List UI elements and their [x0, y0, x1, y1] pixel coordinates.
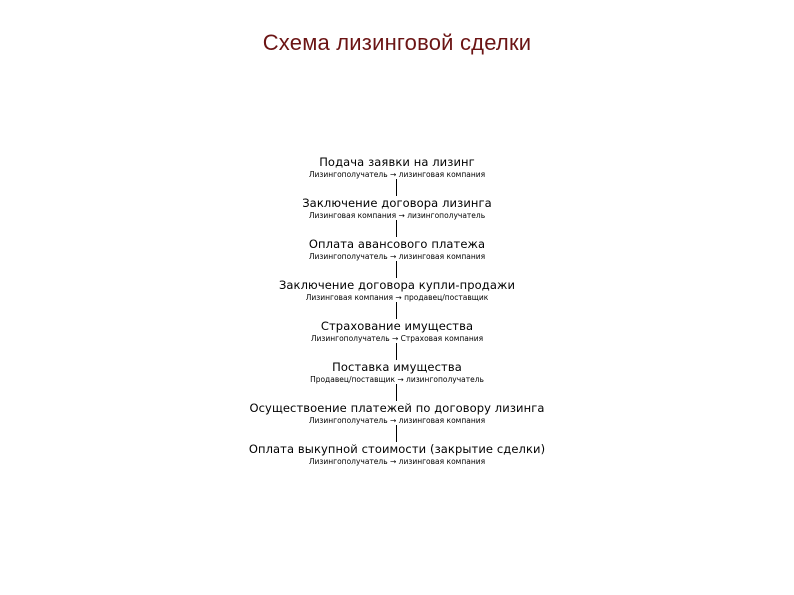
- step-buyout: [249, 442, 545, 466]
- step-parties: Лизинговая компания → продавец/поставщик: [305, 293, 489, 302]
- step-parties: Лизингополучатель → лизинговая компания: [308, 170, 486, 179]
- step-title: Заключение договора лизинга: [302, 196, 492, 210]
- step-title: Поставка имущества: [332, 360, 462, 374]
- step-title: Подача заявки на лизинг: [319, 155, 475, 169]
- step-parties: Лизингополучатель → лизинговая компания: [308, 252, 486, 261]
- connector-line: [396, 179, 397, 196]
- connector-line: [396, 343, 397, 360]
- step-delivery: [310, 360, 484, 384]
- connector-line: [396, 302, 397, 319]
- step-leasing-contract: [302, 196, 492, 220]
- connector-line: [396, 261, 397, 278]
- connector-line: [396, 384, 397, 401]
- step-parties: Лизингополучатель → лизинговая компания: [308, 457, 486, 466]
- step-parties: Лизинговая компания → лизингополучатель: [308, 211, 486, 220]
- step-advance-payment: [309, 237, 485, 261]
- step-title: Оплата выкупной стоимости (закрытие сделки): [248, 442, 546, 456]
- step-title: Оплата авансового платежа: [308, 237, 486, 251]
- step-parties: Лизингополучатель → Страховая компания: [310, 334, 484, 343]
- step-application: [309, 155, 485, 179]
- step-parties: Продавец/поставщик → лизингополучатель: [310, 375, 484, 384]
- step-title: Осуществоение платежей по договору лизинга: [249, 401, 545, 415]
- step-purchase-contract: [279, 278, 515, 302]
- step-title: Страхование имущества: [320, 319, 474, 333]
- step-title: Заключение договора купли-продажи: [278, 278, 516, 292]
- leasing-flow-diagram: [0, 155, 794, 466]
- connector-line: [396, 425, 397, 442]
- page-title: Схема лизинговой сделки: [262, 30, 532, 55]
- step-parties: Лизингополучатель → лизинговая компания: [308, 416, 486, 425]
- step-insurance: [311, 319, 483, 343]
- connector-line: [396, 220, 397, 237]
- step-lease-payments: [249, 401, 544, 425]
